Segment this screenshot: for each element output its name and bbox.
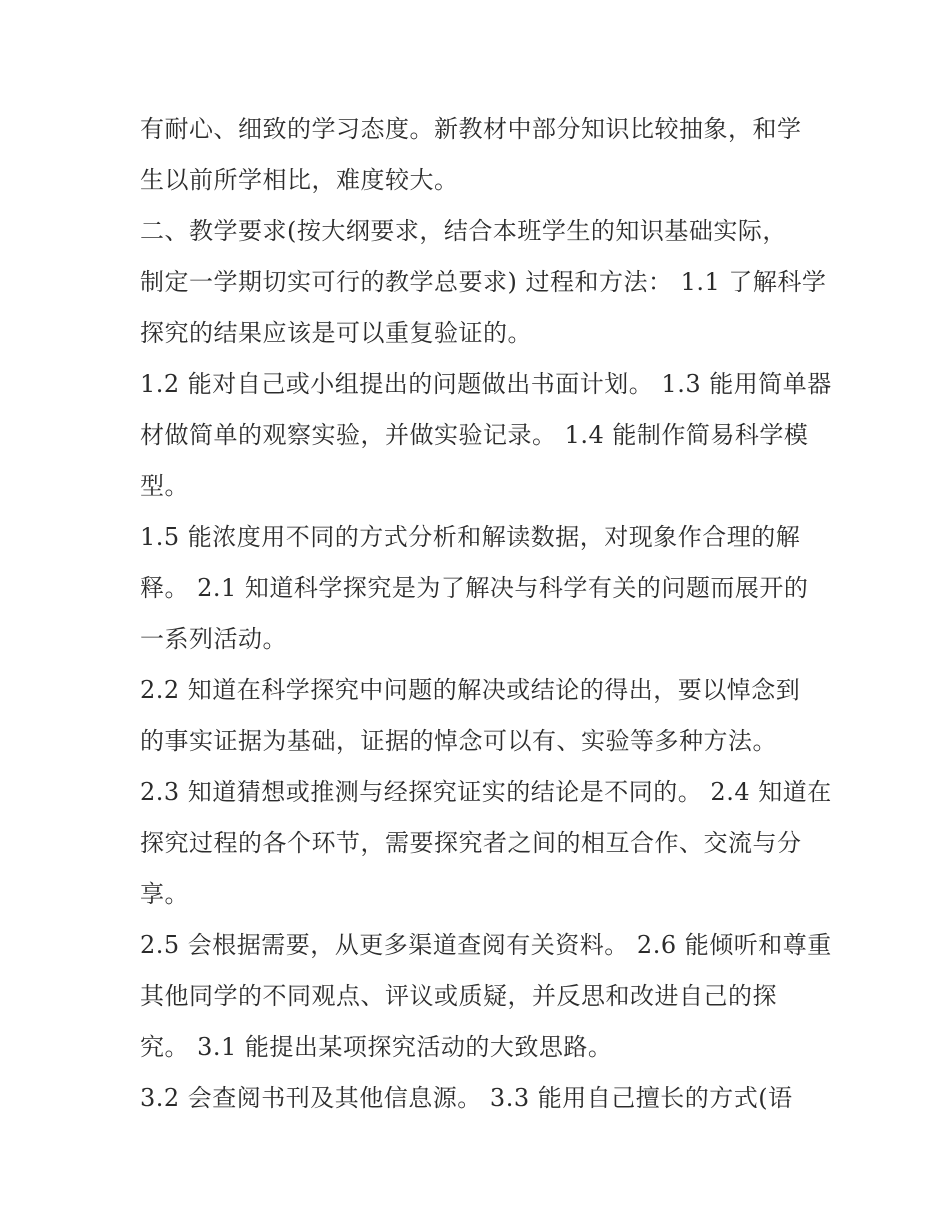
text-line: 究。 3.1 能提出某项探究活动的大致思路。 bbox=[140, 1033, 613, 1061]
text-line: 1.2 能对自己或小组提出的问题做出书面计划。 1.3 能用简单器 bbox=[140, 370, 832, 398]
body-text bbox=[140, 104, 830, 1124]
text-line: 1.5 能浓度用不同的方式分析和解读数据，对现象作合理的解 bbox=[140, 523, 801, 551]
text-line: 其他同学的不同观点、评议或质疑，并反思和改进自己的探 bbox=[140, 982, 777, 1010]
text-line: 生以前所学相比，难度较大。 bbox=[140, 166, 459, 194]
text-line: 3.2 会查阅书刊及其他信息源。 3.3 能用自己擅长的方式(语 bbox=[140, 1084, 793, 1112]
text-line: 享。 bbox=[140, 880, 189, 908]
text-line: 2.2 知道在科学探究中问题的解决或结论的得出，要以悼念到 bbox=[140, 676, 801, 704]
text-line: 二、教学要求(按大纲要求，结合本班学生的知识基础实际， bbox=[140, 217, 787, 245]
text-line: 释。 2.1 知道科学探究是为了解决与科学有关的问题而展开的 bbox=[140, 574, 809, 602]
text-line: 一系列活动。 bbox=[140, 625, 287, 653]
text-line: 型。 bbox=[140, 472, 189, 500]
text-line: 的事实证据为基础，证据的悼念可以有、实验等多种方法。 bbox=[140, 727, 777, 755]
text-line: 材做简单的观察实验，并做实验记录。 1.4 能制作简易科学模 bbox=[140, 421, 809, 449]
text-line: 探究的结果应该是可以重复验证的。 bbox=[140, 319, 532, 347]
text-line: 2.3 知道猜想或推测与经探究证实的结论是不同的。 2.4 知道在 bbox=[140, 778, 832, 806]
text-line: 制定一学期切实可行的教学总要求) 过程和方法： 1.1 了解科学 bbox=[140, 268, 827, 296]
text-line: 有耐心、细致的学习态度。新教材中部分知识比较抽象，和学 bbox=[140, 115, 802, 143]
text-line: 探究过程的各个环节，需要探究者之间的相互合作、交流与分 bbox=[140, 829, 802, 857]
text-line: 2.5 会根据需要，从更多渠道查阅有关资料。 2.6 能倾听和尊重 bbox=[140, 931, 832, 959]
